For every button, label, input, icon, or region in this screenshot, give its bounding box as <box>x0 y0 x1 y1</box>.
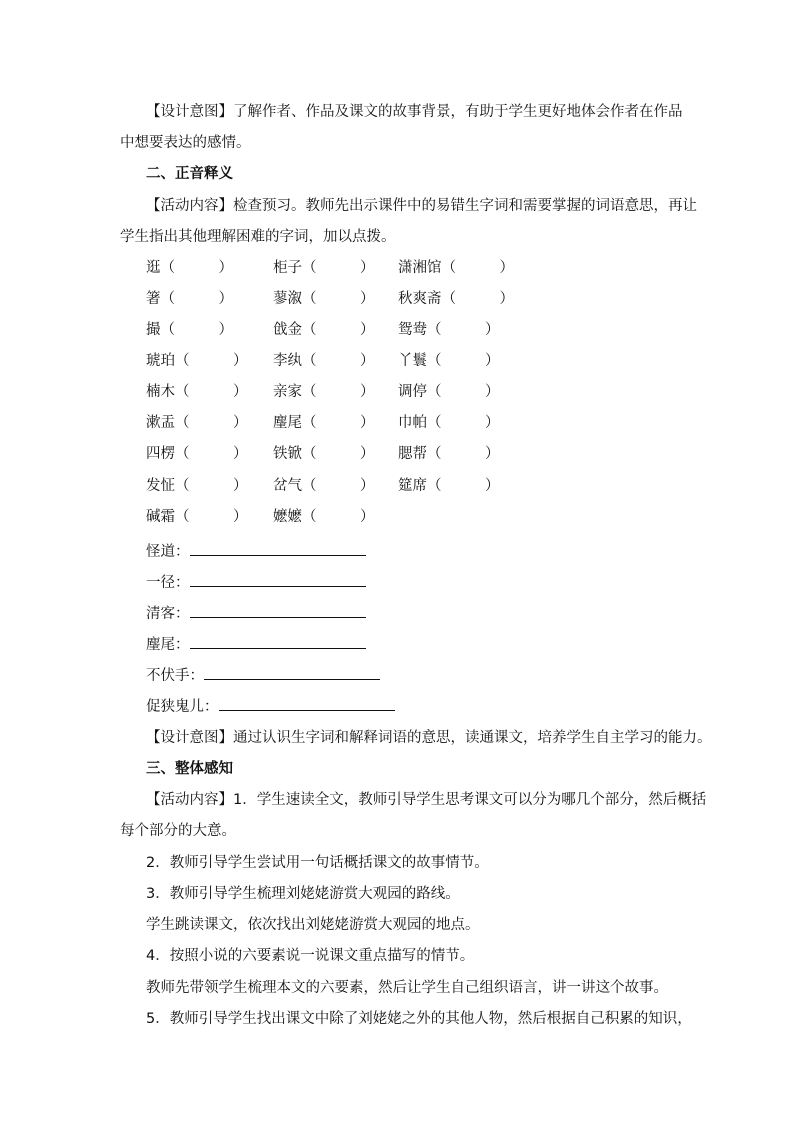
activity-step-2: 2．教师引导学生尝试用一句话概括课文的故事情节。 <box>146 855 489 871</box>
activity-step-3-note: 学生跳读课文，依次找出刘姥姥游赏大观园的地点。 <box>146 917 480 933</box>
vocab-item: 戗金（ ） <box>273 322 375 338</box>
answer-blank <box>219 696 395 711</box>
definition-item <box>146 634 366 655</box>
design-intent-text: 了解作者、作品及课文的故事背景，有助于学生更好地体会作者在作品 <box>233 104 683 120</box>
vocab-item: 发怔（ ） <box>146 478 248 494</box>
activity-text: 检查预习。教师先出示课件中的易错生字词和需要掌握的词语意思，再让 <box>233 198 697 214</box>
activity-text-continued: 学生指出其他理解困难的字词，加以点拨。 <box>120 229 396 245</box>
section-heading-overview: 三、整体感知 <box>146 761 233 777</box>
design-intent-label: 【设计意图】 <box>146 104 233 120</box>
vocab-item: 鸳鸯（ ） <box>398 322 500 338</box>
activity-paragraph <box>146 196 697 216</box>
activity-text-continued: 每个部分的大意。 <box>120 823 236 839</box>
vocab-item: 漱盂（ ） <box>146 415 248 431</box>
vocab-item: 碱霜（ ） <box>146 509 248 525</box>
vocab-item: 撮（ ） <box>146 322 233 338</box>
definition-item <box>146 696 395 717</box>
vocab-item: 铁锨（ ） <box>273 446 375 462</box>
design-intent-text: 通过认识生字词和解释词语的意思，读通课文，培养学生自主学习的能力。 <box>233 730 712 746</box>
vocab-item: 柜子（ ） <box>273 260 375 276</box>
activity-paragraph <box>146 790 706 810</box>
vocab-item: 秋爽斋（ ） <box>398 291 514 307</box>
answer-blank <box>190 634 366 649</box>
answer-blank <box>204 665 380 680</box>
vocab-item: 嬷嬷（ ） <box>273 509 375 525</box>
vocab-item: 筵席（ ） <box>398 478 500 494</box>
answer-blank <box>190 603 366 618</box>
vocab-item: 四楞（ ） <box>146 446 248 462</box>
definition-term: 促狭鬼儿： <box>146 699 219 715</box>
activity-text: 1．学生速读全文，教师引导学生思考课文可以分为哪几个部分，然后概括 <box>233 792 707 808</box>
definition-item <box>146 572 366 593</box>
vocab-item: 蓼溆（ ） <box>273 291 375 307</box>
vocab-item: 潇湘馆（ ） <box>398 260 514 276</box>
answer-blank <box>190 541 366 556</box>
definition-term: 怪道： <box>146 544 190 560</box>
definition-item <box>146 603 366 624</box>
activity-label: 【活动内容】 <box>146 198 233 214</box>
vocab-item: 丫鬟（ ） <box>398 353 500 369</box>
vocab-item: 琥珀（ ） <box>146 353 248 369</box>
definition-term: 不伏手： <box>146 668 204 684</box>
definition-term: 麈尾： <box>146 637 190 653</box>
vocab-item: 腮帮（ ） <box>398 446 500 462</box>
design-intent-paragraph <box>146 728 712 748</box>
section-heading-pronunciation: 二、正音释义 <box>146 166 233 182</box>
definition-item <box>146 541 366 562</box>
definition-item <box>146 665 380 686</box>
vocab-item: 岔气（ ） <box>273 478 375 494</box>
vocab-item: 亲家（ ） <box>273 384 375 400</box>
definition-term: 清客： <box>146 606 190 622</box>
vocab-item: 逛（ ） <box>146 260 233 276</box>
vocab-item: 箸（ ） <box>146 291 233 307</box>
activity-label: 【活动内容】 <box>146 792 233 808</box>
activity-step-4: 4．按照小说的六要素说一说课文重点描写的情节。 <box>146 948 475 964</box>
definition-term: 一径： <box>146 575 190 591</box>
activity-step-3: 3．教师引导学生梳理刘姥姥游赏大观园的路线。 <box>146 886 460 902</box>
vocab-item: 李纨（ ） <box>273 353 375 369</box>
design-intent-paragraph <box>146 102 683 122</box>
vocab-item: 麈尾（ ） <box>273 415 375 431</box>
design-intent-text-continued: 中想要表达的感情。 <box>120 135 251 151</box>
activity-step-4-note: 教师先带领学生梳理本文的六要素，然后让学生自己组织语言，讲一讲这个故事。 <box>146 980 668 996</box>
activity-step-5: 5．教师引导学生找出课文中除了刘姥姥之外的其他人物，然后根据自己积累的知识， <box>146 1011 692 1027</box>
vocab-item: 巾帕（ ） <box>398 415 500 431</box>
design-intent-label: 【设计意图】 <box>146 730 233 746</box>
answer-blank <box>190 572 366 587</box>
vocab-item: 调停（ ） <box>398 384 500 400</box>
vocab-item: 楠木（ ） <box>146 384 248 400</box>
